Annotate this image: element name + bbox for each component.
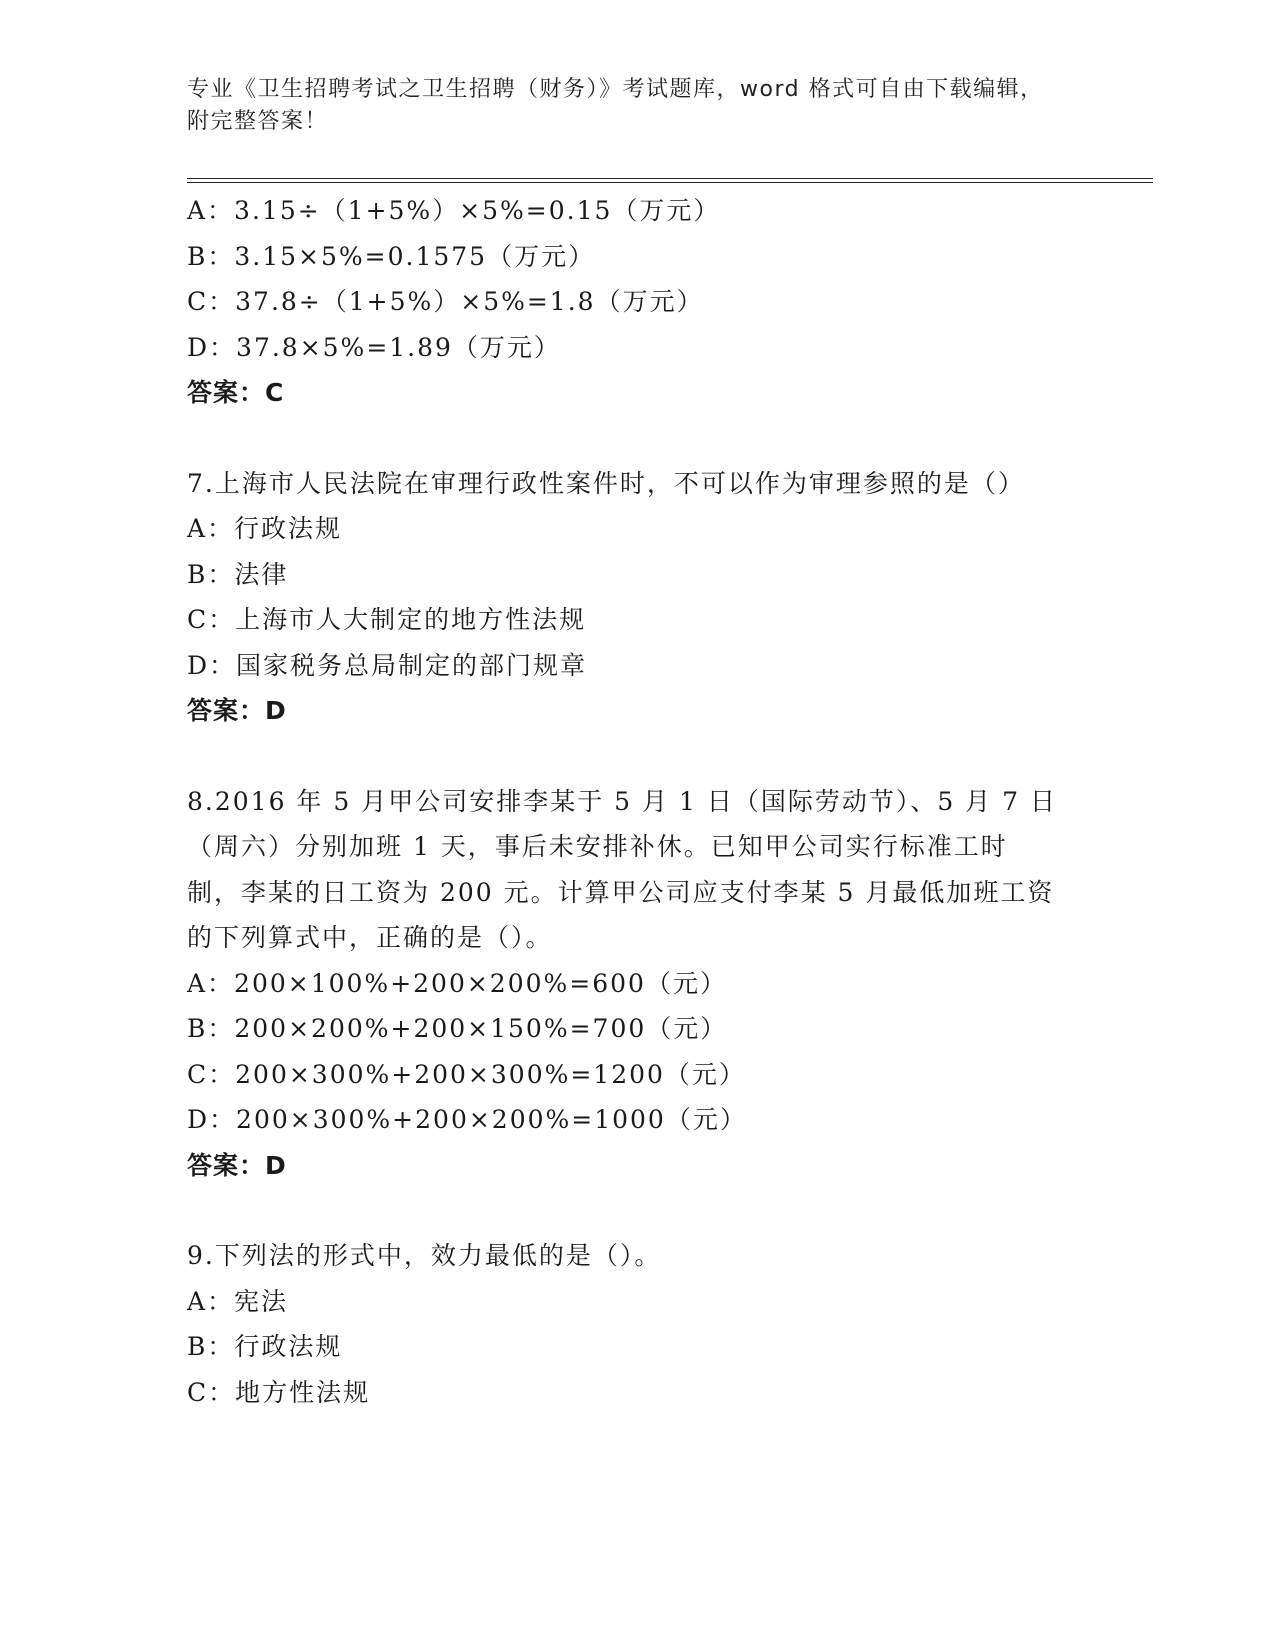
option-d: D：37.8×5%=1.89（万元）	[187, 332, 561, 362]
document-header: 专业《卫生招聘考试之卫生招聘（财务）》考试题库，word 格式可自由下载编辑，附完整答案！	[187, 77, 1044, 134]
question-7	[187, 461, 1057, 734]
header-rule-top	[187, 178, 1153, 179]
question-stem: 9.下列法的形式中，效力最低的是（）。	[187, 1241, 662, 1270]
option-a: A：200×100%+200×200%=600（元）	[187, 968, 727, 998]
option-c: C：37.8÷（1+5%）×5%=1.8（万元）	[187, 287, 704, 316]
question-stem: 7.上海市人民法院在审理行政性案件时，不可以作为审理参照的是（）	[187, 468, 1025, 498]
question-9	[187, 1233, 1057, 1415]
option-a: A：行政法规	[187, 514, 343, 543]
option-b: B：200×200%+200×150%=700（元）	[187, 1014, 728, 1043]
option-c: C：地方性法规	[187, 1377, 371, 1407]
option-c: C：上海市人大制定的地方性法规	[187, 605, 587, 634]
answer-label: 答案：D	[187, 696, 287, 725]
option-b: B：行政法规	[187, 1332, 343, 1361]
document-body	[187, 188, 1057, 1415]
question-stem: 8.2016 年 5 月甲公司安排李某于 5 月 1 日（国际劳动节）、5 月 7 日（周六）分别加班 1 天，事后未安排补休。已知甲公司实行标准工时制，李某的日工资为 200 元。计算甲公司应支付李某 5 月最低加班工资的下列算式中，正确的是（）。	[187, 786, 1057, 952]
question-partial	[187, 188, 1057, 416]
answer-label: 答案：D	[187, 1150, 287, 1180]
option-d: D：200×300%+200×200%=1000（元）	[187, 1105, 747, 1134]
option-b: B：3.15×5%=0.1575（万元）	[187, 241, 596, 271]
option-b: B：法律	[187, 559, 289, 589]
option-d: D：国家税务总局制定的部门规章	[187, 650, 588, 680]
option-c: C：200×300%+200×300%=1200（元）	[187, 1059, 746, 1089]
option-a: A：宪法	[187, 1286, 289, 1316]
question-8	[187, 779, 1057, 1189]
header-rule-bottom	[187, 182, 1153, 183]
option-a: A：3.15÷（1+5%）×5%=0.15（万元）	[187, 196, 721, 225]
answer-label: 答案：C	[187, 378, 285, 407]
